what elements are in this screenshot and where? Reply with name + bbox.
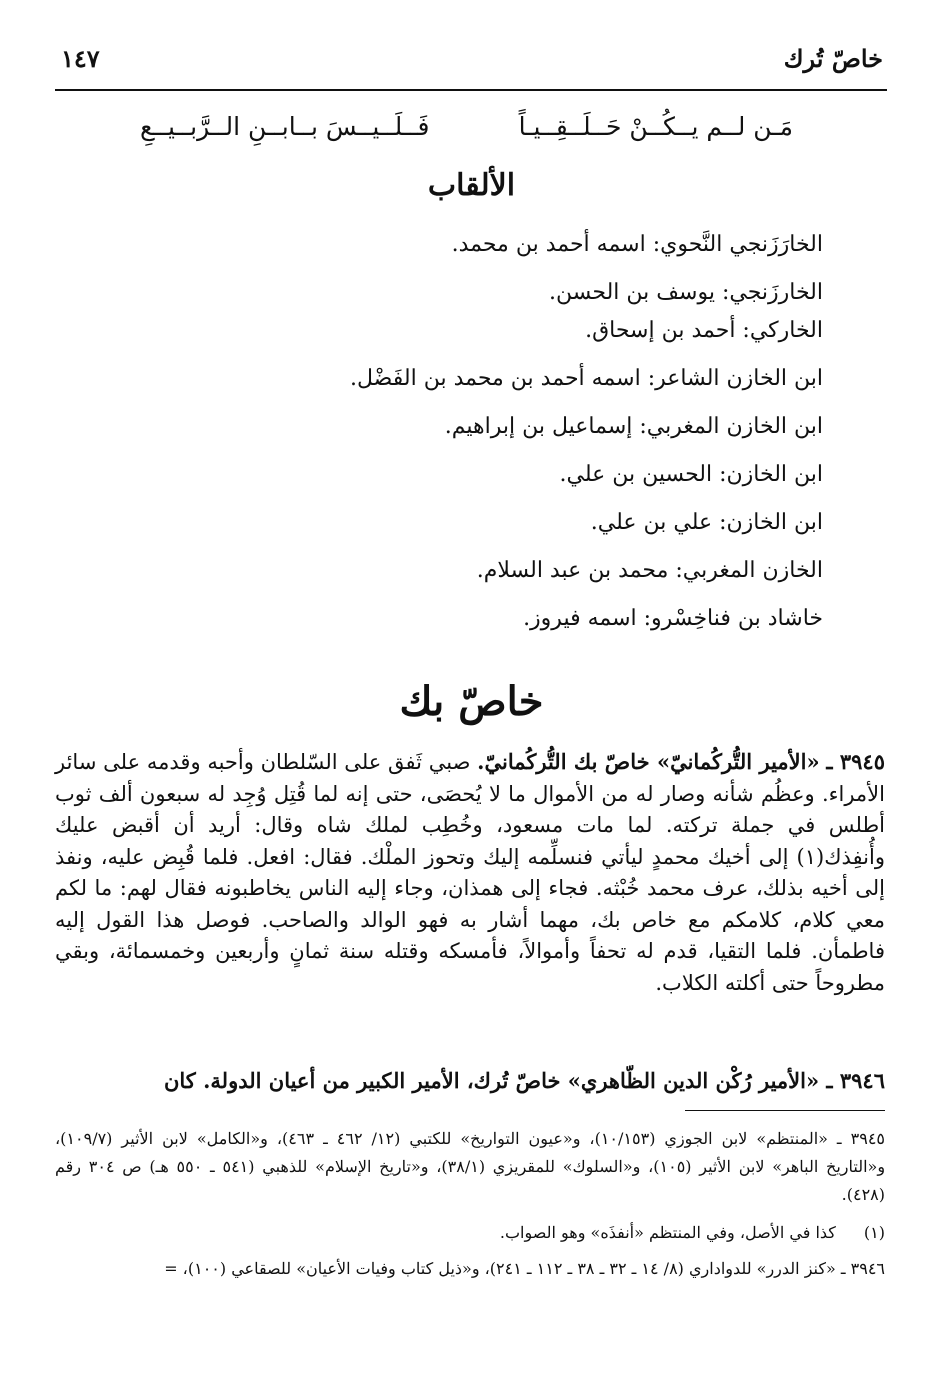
- verse-second-hemistich: فَــلَــيــسَ بــابــنِ الــرَّبــيــعِ: [140, 112, 430, 141]
- alqab-item: ابن الخازن المغربي: إسماعيل بن إبراهيم.: [444, 414, 823, 439]
- page-number: ١٤٧: [61, 44, 100, 73]
- entry-paragraph: [55, 746, 885, 999]
- header-rule: [55, 89, 887, 91]
- footnote-marker: (١): [863, 1223, 885, 1242]
- footnote-rule: [685, 1110, 885, 1111]
- biography-entry-3945: [55, 746, 885, 999]
- alqab-item: ابن الخازن الشاعر: اسمه أحمد بن محمد بن الفَضْل.: [350, 366, 823, 391]
- alqab-item: الخارَزَنجي النَّحوي: اسمه أحمد بن محمد.: [451, 232, 823, 257]
- section-title-alqab: الألقاب: [427, 168, 516, 203]
- running-title: خاصّ تُرك: [783, 44, 883, 73]
- footnote-3945: ٣٩٤٥ ـ «المنتظم» لابن الجوزي (١٠/١٥٣)، و«عيون التواريخ» للكتبي (١٢/ ٤٦٢ ـ ٤٦٣)، و«الكامل» لابن الأثير (١٠٩/٧)، و«التاريخ الباهر» لابن الأثير (١٠٥)، و«السلوك» للمقريزي (٣٨/١)، و«تاريخ الإسلام» للذهبي (٥٤١ ـ ٥٥٠ هـ) ص ٣٠٤ رقم (٤٢٨).: [55, 1129, 886, 1204]
- verse-first-hemistich: مَـن لــم يــكُــنْ حَــلَــقِــيـاً: [518, 112, 793, 141]
- alqab-item: ابن الخازن: علي بن علي.: [590, 510, 823, 535]
- page-header: [55, 40, 883, 80]
- footnotes: [55, 1125, 885, 1283]
- alqab-item: الخاركي: أحمد بن إسحاق.: [585, 318, 823, 343]
- entry-name: «الأمير التُّركُمانيّ» خاصّ بك التُّركُمانيّ.: [477, 749, 820, 774]
- biography-entry-3946: ٣٩٤٦ ـ «الأمير رُكْن الدين الظّاهري» خاصّ تُرك، الأمير الكبير من أعيان الدولة. كان: [163, 1068, 885, 1093]
- footnote-1: [55, 1219, 885, 1247]
- entry-text: صبي ثَفق على السّلطان وأحبه وقدمه على سائر الأمراء. وعظُم شأنه وصار له من الأموال ما لا يُحصَى، حتى إنه لما قُتِل وُجِد له سبعون ألف ثوب أطلس في جملة تركته. لما مات مسعود، وخُطِب لملك شاه وقال: أريد أن أقبض عليك وأُنفِذك(١) إلى أخيك محمدٍ ليأتي فنسلِّمه إليك وتحوز الملْك. فقال: افعل. فلما قُبِض عليه، ونفذ إلى أخيه بذلك، عرف محمد خُبْثه. فجاء إلى همذان، وجاء إليه الناس يخاطبونه فقال لهم: ما لكم معي كلام، كلامكم مع خاص بك، مهما أشار به فهو الوالد والصاحب. فوصل هذا القول إليه فاطمأن. فلما التقيا، قدم له تحفاً وأموالاً، فأمسكه وقتله سنة ثمانٍ وأربعين وخمسمائة، وبقي مطروحاً حتى أكلته الكلاب.: [55, 750, 885, 995]
- main-heading: خاصّ بك: [399, 678, 544, 725]
- poetry-verse: [140, 112, 793, 152]
- footnote-text: كذا في الأصل، وفي المنتظم «أنفذَه» وهو الصواب.: [499, 1223, 836, 1242]
- alqab-item: الخارزَنجي: يوسف بن الحسن.: [549, 280, 823, 305]
- alqab-item: خاشاد بن فناخِسْرو: اسمه فيروز.: [523, 606, 823, 631]
- entry-number: ٣٩٤٥ ـ: [826, 749, 885, 774]
- alqab-item: ابن الخازن: الحسين بن علي.: [559, 462, 823, 487]
- alqab-list: [123, 230, 823, 652]
- footnote-3946: ٣٩٤٦ ـ «كنز الدرر» للدواداري (٨/ ١٤ ـ ٣٢ ـ ٣٨ ـ ١١٢ ـ ٢٤١)، و«ذيل كتاب وفيات الأعيان» للصقاعي (١٠٠)، =: [164, 1259, 885, 1278]
- alqab-item: الخازن المغربي: محمد بن عبد السلام.: [476, 558, 823, 583]
